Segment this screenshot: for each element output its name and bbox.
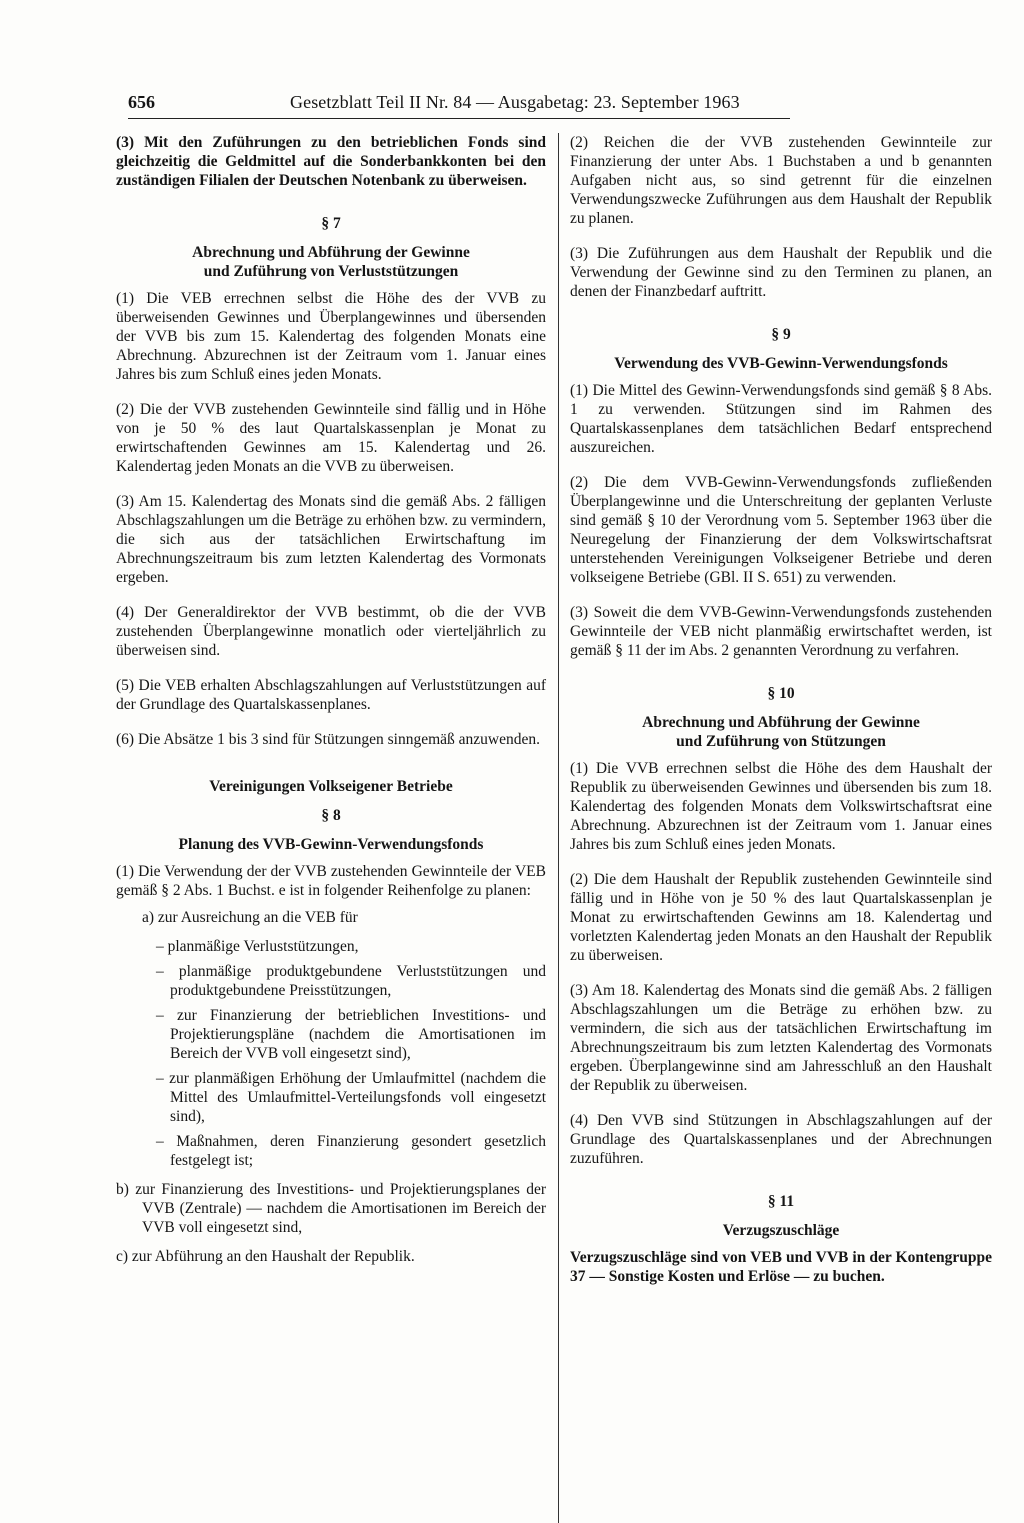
paragraph: (2) Die dem VVB-Gewinn-Verwendungsfonds zufließenden Überplangewinne und die Unterschreitung der geplanten Verluste sind gemäß § 10 der Verordnung vom 5. September 1963 über die Neuregelung der Finanzierung der dem Volkswirtschaftsrat unterstehenden Vereinigungen Volkseigener Betriebe und deren volkseigene Betriebe (GBl. II S. 651) zu verwenden. [570, 474, 992, 586]
section-title-line: und Zuführung von Verluststützungen [203, 263, 459, 280]
page-number: 656 [128, 92, 155, 112]
running-title: Gesetzblatt Teil II Nr. 84 — Ausgabetag: 23. September 1963 [290, 92, 740, 112]
section-number: § 11 [767, 1193, 795, 1210]
paragraph: (4) Den VVB sind Stützungen in Abschlagszahlungen auf der Grundlage des Quartalskassenplanes und der Abrechnungen zuzuführen. [570, 1112, 992, 1167]
section-title-line: und Zuführung von Stützungen [676, 733, 886, 750]
section-title: Verwendung des VVB-Gewinn-Verwendungsfonds [614, 355, 948, 372]
left-column [116, 133, 546, 1276]
paragraph: (1) Die VVB errechnen selbst die Höhe des dem Haushalt der Republik zu überweisenden Gewinnes und übersenden bis zum 18. Kalendertag des folgenden Monats dem Volkswirtschaftsrat eine Abrechnung. Abzurechnen ist der Zeitraum vom 1. Januar eines Jahres bis zum Schluß eines jeden Monats. [570, 760, 992, 853]
list-item: – zur planmäßigen Erhöhung der Umlaufmittel (nachdem die Mittel des Umlaufmittel-Verteilungsfonds voll eingesetzt sind), [156, 1069, 546, 1126]
page-header [128, 88, 790, 116]
list-item: – planmäßige Verluststützungen, [156, 937, 546, 956]
section-number: § 9 [771, 326, 791, 343]
header-rule [128, 118, 790, 119]
paragraph: (3) Soweit die dem VVB-Gewinn-Verwendungsfonds zustehenden Gewinnteile der VEB nicht planmäßig erwirtschaftet werden, ist gemäß § 11 der im Abs. 2 genannten Verordnung zu verfahren. [570, 604, 992, 659]
paragraph: (2) Die dem Haushalt der Republik zustehenden Gewinnteile sind fällig und in Höhe von je 50 % des laut Quartalskassenplan je Monat zu erwirtschaftenden Gewinns am 18. Kalendertag und vorletzten Kalendertag jeden Monats an den Haushalt der Republik zu überweisen. [570, 871, 992, 964]
section-number: § 10 [767, 685, 795, 702]
paragraph: (3) Am 15. Kalendertag des Monats sind die gemäß Abs. 2 fälligen Abschlagszahlungen um die Beträge zu erhöhen bzw. zu vermindern, die sich aus der tatsächlichen Erwirtschaftung im Abrechnungszeitraum bis zum letzten Kalendertag des Vormonats ergeben. [116, 493, 546, 586]
paragraph: (3) Mit den Zuführungen zu den betrieblichen Fonds sind gleichzeitig die Geldmittel auf die Sonderbankkonten bei den zuständigen Filialen der Deutschen Notenbank zu überweisen. [116, 134, 546, 189]
paragraph: (1) Die VEB errechnen selbst die Höhe des der VVB zu überweisenden Gewinnes und Überplangewinnes und übersenden der VVB bis zum 15. Kalendertag des folgenden Monats eine Abrechnung. Abzurechnen ist der Zeitraum vom 1. Januar eines Jahres bis zum Schluß eines jeden Monats. [116, 290, 546, 383]
section-title [116, 243, 546, 281]
list-item: – zur Finanzierung der betrieblichen Investitions- und Projektierungspläne (nachdem die Amortisationen im Bereich der VVB voll eingesetzt sind), [156, 1006, 546, 1063]
paragraph: (4) Der Generaldirektor der VVB bestimmt, ob die der VVB zustehenden Überplangewinne monatlich oder vierteljährlich zu überweisen sind. [116, 604, 546, 659]
list-item: – Maßnahmen, deren Finanzierung gesondert gesetzlich festgelegt ist; [156, 1132, 546, 1170]
section-title: Verzugszuschläge [722, 1222, 840, 1239]
section-title: Planung des VVB-Gewinn-Verwendungsfonds [178, 836, 484, 853]
paragraph: (2) Die der VVB zustehenden Gewinnteile sind fällig und in Höhe von je 50 % des laut Quartalskassenplan je Monat zu erwirtschaftenden Gewinnes am 15. Kalendertag und 26. Kalendertag jeden Monats an die VVB zu überweisen. [116, 401, 546, 475]
paragraph: (6) Die Absätze 1 bis 3 sind für Stützungen sinngemäß anzuwenden. [116, 731, 541, 748]
paragraph: (5) Die VEB erhalten Abschlagszahlungen auf Verluststützungen auf der Grundlage des Quartalskassenplanes. [116, 677, 546, 713]
section-title-line: Abrechnung und Abführung der Gewinne [642, 714, 920, 731]
section-number: § 7 [321, 215, 341, 232]
paragraph: (2) Reichen die der VVB zustehenden Gewinnteile zur Finanzierung der unter Abs. 1 Buchstaben a und b genannten Aufgaben nicht aus, so sind getrennt für die einzelnen Verwendungszwecke Zuführungen aus dem Haushalt der Republik zu planen. [570, 134, 992, 227]
paragraph: (1) Die Verwendung der der VVB zustehenden Gewinnteile der VEB gemäß § 2 Abs. 1 Buchst. e ist in folgender Reihenfolge zu planen: [116, 863, 546, 899]
list-item: a) zur Ausreichung an die VEB für [142, 909, 358, 926]
paragraph: (3) Die Zuführungen aus dem Haushalt der Republik und die Verwendung der Gewinne sind zu den Terminen zu planen, an denen der Finanzbedarf auftritt. [570, 245, 992, 300]
section-title-line: Abrechnung und Abführung der Gewinne [192, 244, 470, 261]
list-item: – planmäßige produktgebundene Verluststützungen und produktgebundene Preisstützungen, [156, 962, 546, 1000]
paragraph: (3) Am 18. Kalendertag des Monats sind die gemäß Abs. 2 fälligen Abschlagszahlungen um die Beträge zu erhöhen bzw. zu vermindern, die sich aus der tatsächlichen Erwirtschaftung im Abrechnungszeitraum bis zum letzten Kalendertag des Vormonats ergeben. Überplangewinne sind am Jahresschluß an den Haushalt der Republik zu überweisen. [570, 982, 992, 1094]
column-divider [558, 133, 559, 1523]
list-item: b) zur Finanzierung des Investitions- und Projektierungsplanes der VVB (Zentrale) — nachdem die Amortisationen im Bereich der VVB voll eingesetzt sind, [116, 1181, 546, 1236]
right-column [570, 133, 992, 1302]
part-heading: Vereinigungen Volkseigener Betriebe [209, 778, 453, 795]
section-number: § 8 [321, 807, 341, 824]
section-title [570, 713, 992, 751]
dash-list [156, 937, 546, 1170]
list-item: c) zur Abführung an den Haushalt der Republik. [116, 1248, 415, 1265]
paragraph: (1) Die Mittel des Gewinn-Verwendungsfonds sind gemäß § 8 Abs. 1 zu verwenden. Stützungen sind im Rahmen des Quartalskassenplanes dem tatsächlichen Bedarf entsprechend auszureichen. [570, 382, 992, 456]
paragraph: Verzugszuschläge sind von VEB und VVB in der Kontengruppe 37 — Sonstige Kosten und Erlöse — zu buchen. [570, 1249, 992, 1285]
